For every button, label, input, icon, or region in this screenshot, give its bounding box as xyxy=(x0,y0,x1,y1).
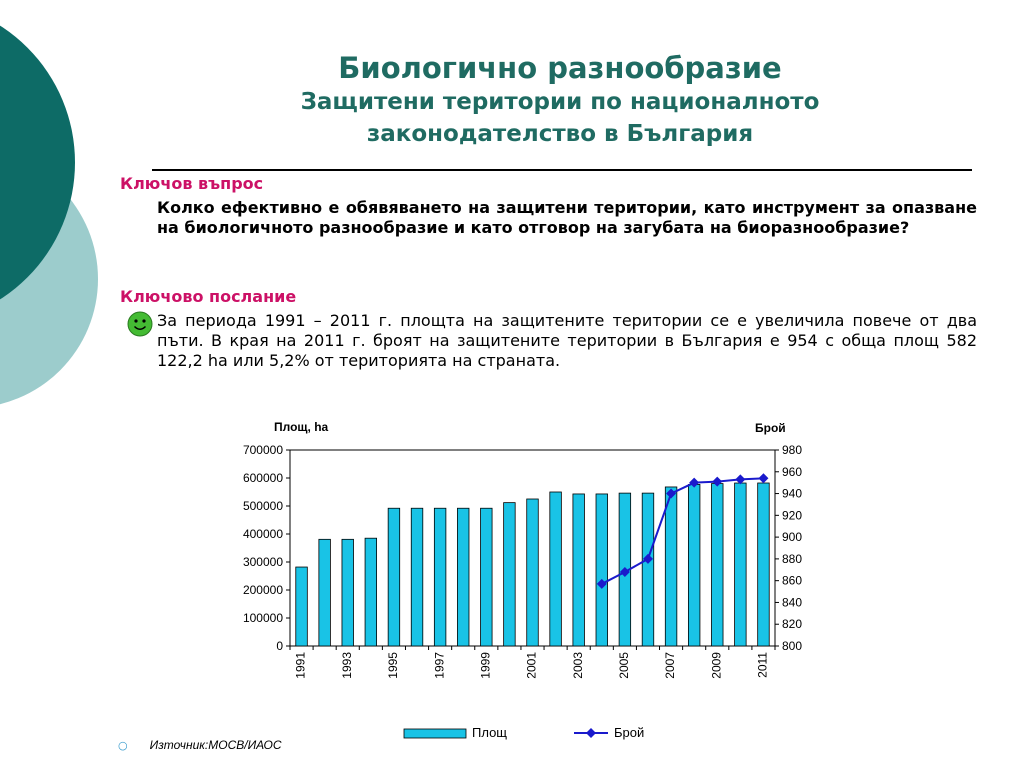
right-tick-label: 820 xyxy=(782,617,803,632)
bar-1992 xyxy=(319,539,331,646)
bar-2010 xyxy=(735,483,747,646)
bar-2011 xyxy=(758,483,770,646)
right-tick-label: 880 xyxy=(782,551,803,566)
x-tick-label: 2001 xyxy=(524,652,539,679)
bar-2002 xyxy=(550,492,562,646)
right-tick-label: 920 xyxy=(782,508,803,523)
legend-bar-swatch xyxy=(404,729,466,738)
x-tick-label: 2009 xyxy=(709,652,724,679)
source-note xyxy=(118,738,282,752)
key-question-label: Ключов въпрос xyxy=(120,174,264,193)
x-tick-label: 2011 xyxy=(755,652,770,678)
source-text: Източник:МОСВ/ИАОС xyxy=(149,738,282,752)
right-tick-label: 940 xyxy=(782,486,803,501)
bar-2006 xyxy=(642,493,654,646)
x-tick-label: 1993 xyxy=(339,652,354,679)
x-tick-label: 2003 xyxy=(570,652,585,679)
x-tick-label: 1997 xyxy=(432,652,447,679)
bar-2007 xyxy=(665,487,677,646)
bar-2001 xyxy=(527,499,539,646)
x-tick-label: 1991 xyxy=(293,652,308,679)
left-tick-label: 100000 xyxy=(242,611,283,625)
slide-title xyxy=(150,50,970,150)
legend-label-ploshtad: Площ xyxy=(472,725,508,740)
title-subtitle-line-1: Защитени територии по националното xyxy=(300,89,820,115)
right-axis-title: Брой xyxy=(755,421,786,435)
right-tick-label: 840 xyxy=(782,595,803,610)
left-axis-title: Площ, ha xyxy=(274,420,329,434)
key-question-text: Колко ефективно е обявяването на защитени територии, като инструмент за опазване на биологичното разнообразие и като отговор на загубата на биоразнообразие? xyxy=(157,198,977,237)
left-tick-label: 200000 xyxy=(242,583,283,597)
right-tick-label: 800 xyxy=(782,639,803,653)
bar-1993 xyxy=(342,539,354,646)
legend-line-marker xyxy=(586,728,596,738)
x-tick-label: 1995 xyxy=(386,652,401,679)
bar-1999 xyxy=(481,508,493,646)
bar-1995 xyxy=(388,508,400,646)
right-tick-label: 900 xyxy=(782,530,803,545)
bar-1996 xyxy=(411,508,423,646)
title-main: Биологично разнообразие xyxy=(338,51,782,85)
circle-bullet-icon: ○ xyxy=(118,739,128,752)
legend-label-broi: Брой xyxy=(614,725,645,740)
bar-2004 xyxy=(596,494,608,646)
bar-1991 xyxy=(296,567,308,646)
x-tick-label: 2005 xyxy=(617,652,632,679)
left-tick-label: 400000 xyxy=(242,527,283,541)
left-tick-label: 300000 xyxy=(242,555,283,569)
bar-1998 xyxy=(457,508,469,646)
title-divider xyxy=(152,169,972,171)
left-tick-label: 0 xyxy=(276,639,283,653)
bar-2009 xyxy=(711,484,723,646)
smiley-icon xyxy=(127,311,153,337)
title-subtitle-line-2: законодателство в България xyxy=(366,121,754,147)
right-tick-label: 960 xyxy=(782,464,803,479)
key-message-label: Ключово послание xyxy=(120,287,297,306)
bar-2000 xyxy=(504,503,516,646)
left-tick-label: 600000 xyxy=(242,471,283,485)
left-tick-label: 700000 xyxy=(242,443,283,457)
bar-2003 xyxy=(573,494,585,646)
bar-1997 xyxy=(434,508,446,646)
right-tick-label: 860 xyxy=(782,573,803,588)
left-tick-label: 500000 xyxy=(242,499,283,513)
x-tick-label: 2007 xyxy=(663,652,678,679)
right-tick-label: 980 xyxy=(782,443,803,457)
protected-areas-chart xyxy=(200,415,820,750)
bar-1994 xyxy=(365,538,377,646)
x-tick-label: 1999 xyxy=(478,652,493,679)
bar-2008 xyxy=(688,484,700,646)
key-message-text: За периода 1991 – 2011 г. площта на защитените територии се е увеличила повече от два пъти. В края на 2011 г. броят на защитените територии в България е 954 с обща площ 582 122,2 ha или 5,2% от територията на страната. xyxy=(157,311,977,370)
